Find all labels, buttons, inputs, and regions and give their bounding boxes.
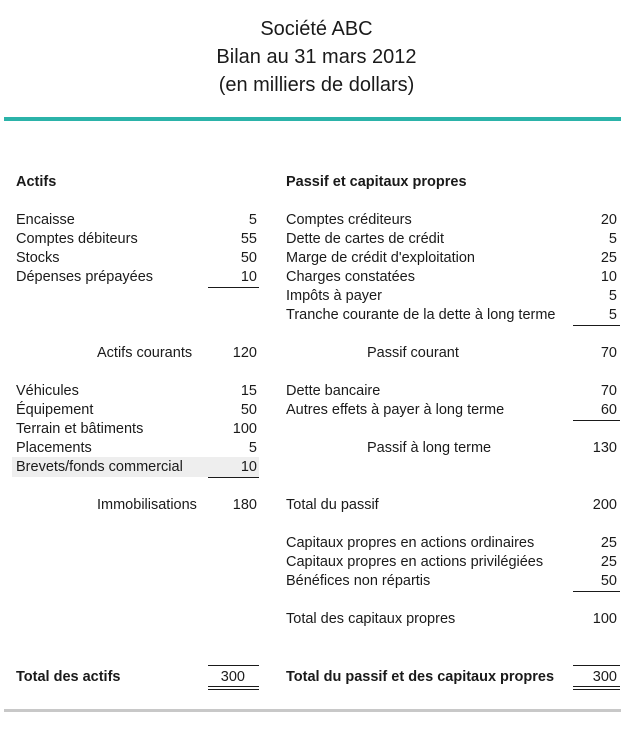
fixed-assets-total-label: Immobilisations [97, 497, 197, 513]
equity-label: Bénéfices non répartis [286, 573, 431, 589]
total-liabilities-value: 200 [592, 497, 617, 513]
asset-label: Terrain et bâtiments [16, 421, 144, 437]
asset-label: Dépenses prépayées [16, 269, 154, 285]
equity-value: 50 [600, 573, 617, 589]
liability-label: Dette bancaire [286, 383, 381, 399]
liability-value: 5 [608, 307, 617, 323]
liability-value: 25 [600, 250, 617, 266]
asset-value: 50 [240, 402, 257, 418]
total-double-underline [573, 689, 620, 690]
header-divider [4, 117, 621, 121]
current-liabilities-total-label: Passif courant [367, 345, 459, 361]
subtotal-underline [573, 325, 620, 326]
asset-value: 10 [240, 269, 257, 285]
total-double-underline [573, 686, 620, 687]
subtotal-underline [208, 477, 259, 478]
asset-value: 5 [248, 212, 257, 228]
total-equity-value: 100 [592, 611, 617, 627]
asset-value: 10 [240, 459, 257, 475]
total-overline [573, 665, 620, 666]
liability-label: Marge de crédit d'exploitation [286, 250, 475, 266]
units-note: (en milliers de dollars) [218, 74, 415, 96]
asset-label: Stocks [16, 250, 60, 266]
asset-value: 55 [240, 231, 257, 247]
total-liabilities-equity-label: Total du passif et des capitaux propres [286, 669, 555, 685]
equity-value: 25 [600, 535, 617, 551]
total-liabilities-label: Total du passif [286, 497, 379, 513]
subtotal-underline [573, 420, 620, 421]
total-assets-value: 300 [220, 669, 245, 685]
liability-label: Charges constatées [286, 269, 415, 285]
liability-value: 60 [600, 402, 617, 418]
subtotal-underline [573, 591, 620, 592]
asset-label: Comptes débiteurs [16, 231, 138, 247]
current-assets-total-value: 120 [232, 345, 257, 361]
total-assets-label: Total des actifs [16, 669, 121, 685]
long-term-liabilities-total-label: Passif à long terme [367, 440, 492, 456]
asset-label: Placements [16, 440, 92, 456]
asset-value: 50 [240, 250, 257, 266]
liability-label: Comptes créditeurs [286, 212, 412, 228]
liabilities-heading: Passif et capitaux propres [286, 174, 467, 190]
total-liabilities-equity-value: 300 [592, 669, 617, 685]
liability-value: 70 [600, 383, 617, 399]
equity-label: Capitaux propres en actions privilégiées [286, 554, 544, 570]
total-overline [208, 665, 259, 666]
assets-heading: Actifs [16, 174, 57, 190]
asset-value: 100 [232, 421, 257, 437]
subtotal-underline [208, 287, 259, 288]
long-term-liabilities-total-value: 130 [592, 440, 617, 456]
current-assets-total-label: Actifs courants [97, 345, 193, 361]
asset-label: Équipement [16, 402, 94, 418]
total-double-underline [208, 689, 259, 690]
liability-value: 5 [608, 288, 617, 304]
asset-label: Encaisse [16, 212, 75, 228]
liability-label: Tranche courante de la dette à long terme [286, 307, 556, 323]
asset-value: 15 [240, 383, 257, 399]
asset-label: Brevets/fonds commercial [16, 459, 183, 475]
liability-value: 20 [600, 212, 617, 228]
liability-value: 5 [608, 231, 617, 247]
asset-label: Véhicules [16, 383, 79, 399]
footer-divider [4, 709, 621, 712]
liability-label: Autres effets à payer à long terme [286, 402, 505, 418]
company-name: Société ABC [260, 18, 373, 40]
equity-value: 25 [600, 554, 617, 570]
liability-label: Impôts à payer [286, 288, 382, 304]
current-liabilities-total-value: 70 [600, 345, 617, 361]
total-equity-label: Total des capitaux propres [286, 611, 456, 627]
fixed-assets-total-value: 180 [232, 497, 257, 513]
asset-value: 5 [248, 440, 257, 456]
total-double-underline [208, 686, 259, 687]
statement-title: Bilan au 31 mars 2012 [216, 46, 417, 68]
equity-label: Capitaux propres en actions ordinaires [286, 535, 535, 551]
liability-label: Dette de cartes de crédit [286, 231, 444, 247]
liability-value: 10 [600, 269, 617, 285]
